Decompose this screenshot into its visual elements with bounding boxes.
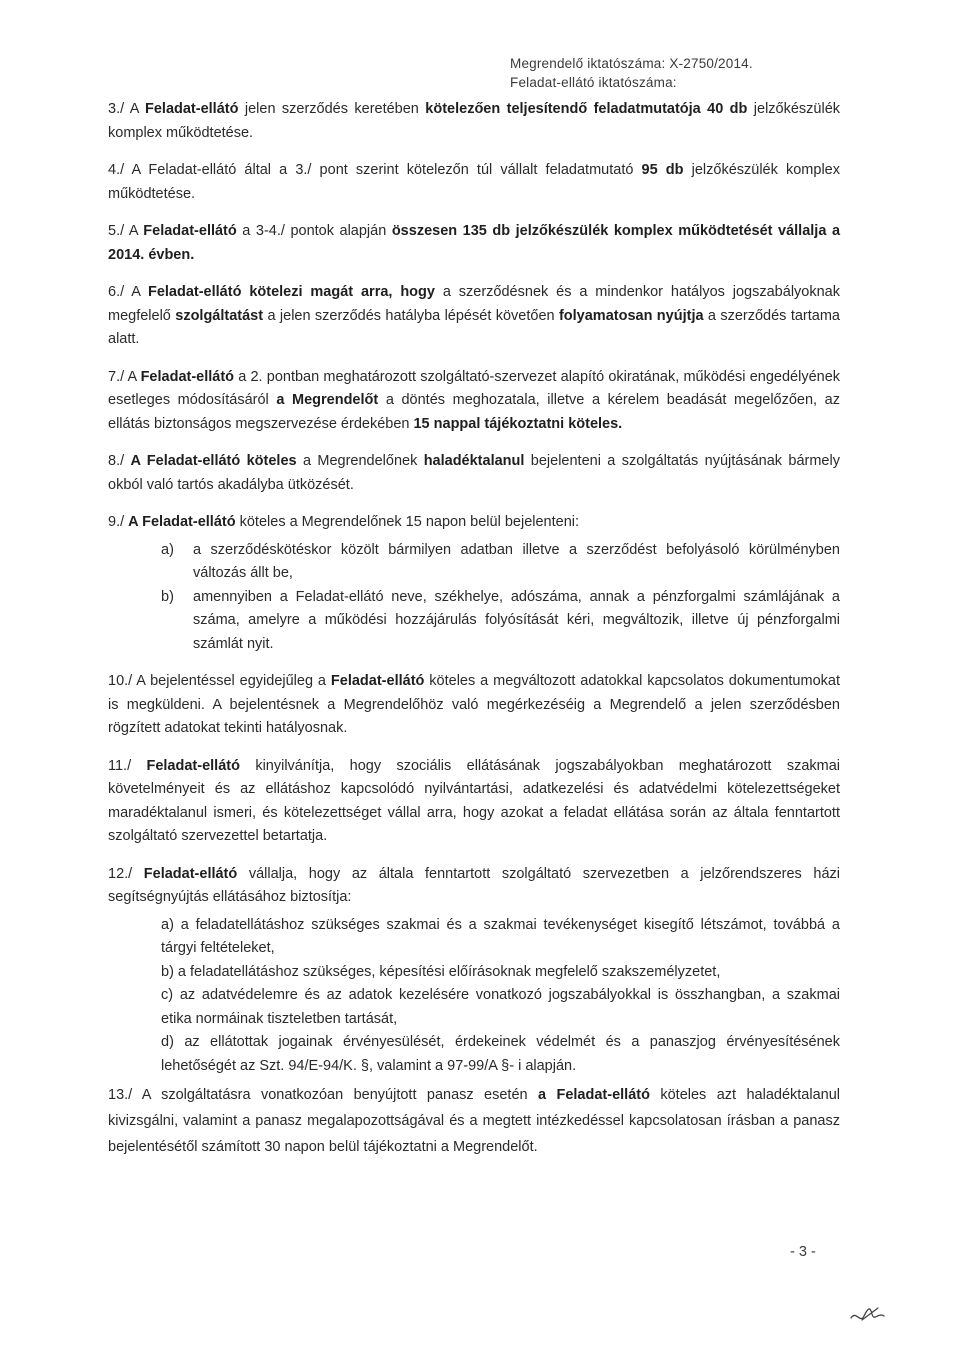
- bold-text: Feladat-ellátó: [140, 368, 235, 385]
- text: jelzőkészülék komplex működtetése.: [108, 162, 840, 202]
- text: jelzőkészülék komplex működtetése.: [108, 101, 841, 141]
- list-text: amennyiben a Feladat-ellátó neve, székhelye, adószáma, annak a pénzforgalmi számlájának a száma, amelyre a működési hozzájárulás folyósítását kéri, megváltozik, illetve új pénzforgalmi számlát nyit.: [193, 588, 840, 652]
- document-body: [108, 98, 840, 1174]
- paragraph-5: [108, 220, 840, 267]
- bold-text: összesen 135 db jelzőkészülék komplex működtetését vállalja a 2014. évben.: [108, 223, 841, 263]
- paragraph-11: [108, 755, 840, 849]
- bold-text: kötelezően teljesítendő feladatmutatója 40 db: [425, 101, 748, 117]
- text: 3./ A: [108, 101, 145, 117]
- text: a Megrendelőnek: [296, 453, 424, 469]
- text: a döntés meghozatala, illetve a kérelem beadását megelőzően, az ellátás biztonságos megszervezése érdekében: [108, 392, 840, 432]
- text: köteles azt haladéktalanul kivizsgálni, valamint a panasz megalapozottságával és a megtett intézkedéssel kapcsolatosan írásban a panasz bejelentésétől számított 30 napon belül tájékoztatni a Megrendelőt.: [108, 1087, 840, 1155]
- list-item: a) a feladatellátáshoz szükséges szakmai és a szakmai tevékenységet kisegítő létszámot, továbbá a tárgyi feltételeket,: [161, 916, 840, 956]
- paragraph-9: [108, 511, 840, 535]
- paragraph-9-list: [108, 539, 840, 657]
- bold-text: Feladat-ellátó: [146, 757, 240, 774]
- bold-text: 15 nappal tájékoztatni köteles.: [413, 415, 623, 432]
- contractor-registry-number: Feladat-ellátó iktatószáma:: [510, 75, 677, 90]
- paragraph-13: [108, 1082, 840, 1160]
- bold-text: Feladat-ellátó: [143, 865, 238, 882]
- document-header: [510, 54, 810, 92]
- bold-text: Feladat-ellátó: [330, 673, 425, 689]
- text: a szerződésnek és a mindenkor hatályos jogszabályoknak megfelelő: [108, 284, 840, 324]
- text: bejelenteni a szolgáltatás nyújtásának bármely okból való tartós akadályba ütközését.: [108, 453, 840, 493]
- text: 13./ A szolgáltatásra vonatkozóan benyújtott panasz esetén: [108, 1087, 538, 1103]
- text: 9./: [108, 514, 129, 530]
- paragraph-3: [108, 98, 840, 145]
- text: a jelen szerződés hatályba lépését követően: [263, 307, 559, 324]
- paragraph-12: [108, 863, 840, 910]
- list-label: a): [161, 541, 174, 558]
- bold-text: A Feladat-ellátó: [128, 514, 236, 530]
- text: 8./: [108, 453, 131, 469]
- list-label: b): [161, 588, 174, 605]
- paragraph-6: [108, 281, 840, 352]
- bold-text: szolgáltatást: [175, 307, 264, 324]
- page-number: - 3 -: [790, 1244, 816, 1260]
- list-item: d) az ellátottak jogainak érvényesülését, érdekeinek védelmét és a panaszjog érvényesítésének lehetőségét az Szt. 94/E-94/K. §, valamint a 97-99/A §- i alapján.: [161, 1034, 840, 1074]
- bold-text: 95 db: [641, 162, 684, 178]
- text: a 2. pontban meghatározott szolgáltató-szervezet alapító okiratának, működési engedélyének esetleges módosításáról: [108, 368, 841, 408]
- text: 10./ A bejelentéssel egyidejűleg a: [108, 673, 331, 689]
- text: köteles a Megrendelőnek 15 napon belül bejelenteni:: [235, 514, 580, 530]
- text: vállalja, hogy az általa fenntartott szolgáltató szervezetben a jelzőrendszeres házi segítségnyújtás ellátásához biztosítja:: [108, 865, 840, 905]
- list-item: [108, 539, 840, 586]
- text: köteles a megváltozott adatokkal kapcsolatos dokumentumokat is megküldeni. A bejelentésnek a Megrendelőhöz való megérkezéséig a Megrendelő a jelen szerződésben rögzített adatokat tekinti hatályosnak.: [108, 673, 840, 736]
- list-item: c) az adatvédelemre és az adatok kezelésére vonatkozó jogszabályokkal is összhangban, a szakmai etika normáinak tiszteletben tartását,: [161, 987, 840, 1027]
- bold-text: haladéktalanul: [423, 453, 525, 469]
- paragraph-4: [108, 159, 840, 206]
- bold-text: Feladat-ellátó: [143, 223, 237, 239]
- paragraph-10: [108, 670, 840, 741]
- text: a szerződés tartama alatt.: [108, 307, 840, 347]
- bold-text: Feladat-ellátó kötelezi magát arra, hogy: [147, 284, 435, 300]
- paragraph-7: [108, 366, 840, 437]
- list-text: a szerződéskötéskor közölt bármilyen adatban illetve a szerződést befolyásoló körülményben változás állt be,: [193, 541, 840, 581]
- paragraph-8: [108, 450, 840, 497]
- text: kinyilvánítja, hogy szociális ellátásának jogszabályokban meghatározott szakmai követelményeit és az ellátáshoz kapcsolódó nyilvántartási, adatkezelési és adatvédelmi kötelezettségeket maradéktalanul ismeri, és kötelezettséget vállal arra, hogy azokat a feladat ellátása során az általa fenntartott szolgáltató szervezettel betartatja.: [108, 757, 840, 844]
- bold-text: Feladat-ellátó: [145, 101, 239, 117]
- bold-text: folyamatosan nyújtja: [558, 307, 704, 324]
- paragraph-12-list: [108, 914, 840, 1079]
- bold-text: a Feladat-ellátó: [538, 1087, 650, 1103]
- text: 7./ A: [108, 368, 141, 385]
- bold-text: a Megrendelőt: [276, 392, 379, 408]
- text: jelen szerződés keretében: [238, 101, 426, 117]
- text: a 3-4./ pontok alapján: [236, 223, 392, 239]
- customer-registry-number: Megrendelő iktatószáma: X-2750/2014.: [510, 56, 753, 71]
- bold-text: A Feladat-ellátó köteles: [130, 453, 297, 469]
- initials-signature: [848, 1300, 888, 1330]
- text: 12./: [108, 865, 144, 882]
- list-item: [108, 586, 840, 657]
- text: 5./ A: [108, 223, 144, 239]
- list-item: b) a feladatellátáshoz szükséges, képesítési előírásoknak megfelelő szakszemélyzetet,: [161, 963, 721, 980]
- text: 4./ A Feladat-ellátó által a 3./ pont szerint kötelezőn túl vállalt feladatmutató: [108, 162, 642, 178]
- text: 11./: [108, 757, 147, 774]
- text: 6./ A: [108, 284, 148, 300]
